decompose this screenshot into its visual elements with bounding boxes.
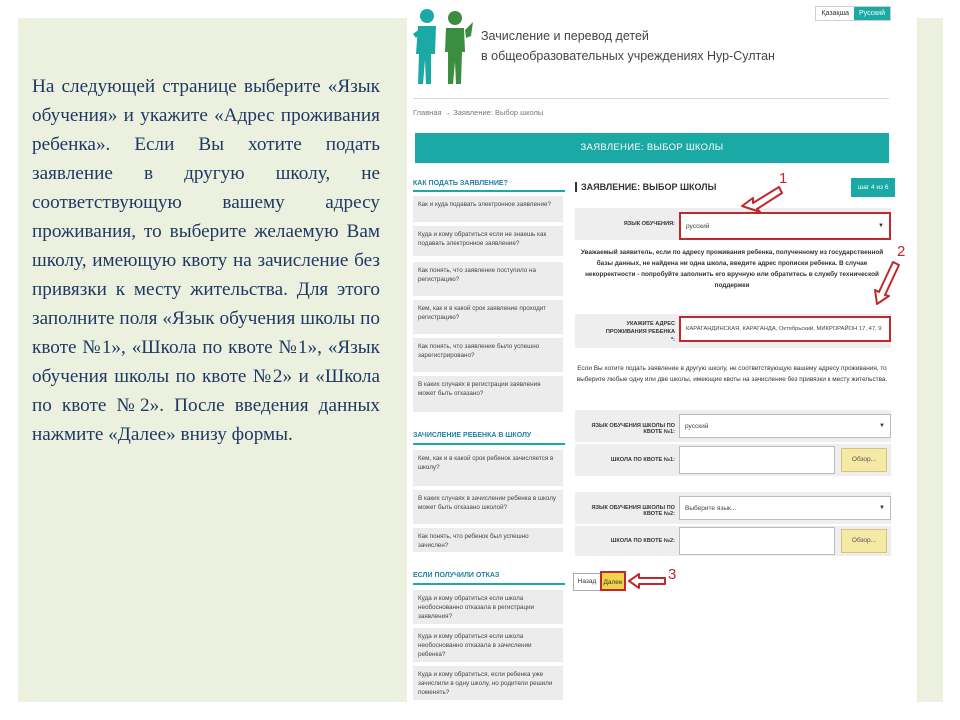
site-title-line1: Зачисление и перевод детей: [481, 29, 649, 43]
sidebar-link[interactable]: В каких случаях в регистрации заявления может быть отказано?: [413, 376, 563, 412]
sidebar-link[interactable]: В каких случаях в зачислении ребенка в школу может быть отказано школой?: [413, 490, 563, 524]
chevron-down-icon: ▼: [879, 505, 885, 511]
children-logo-icon: [413, 4, 473, 90]
page-banner: ЗАЯВЛЕНИЕ: ВЫБОР ШКОЛЫ: [415, 133, 889, 163]
sidebar-link[interactable]: Как понять, что заявление было успешно зарегистрировано?: [413, 338, 563, 372]
sidebar-section-title: ЕСЛИ ПОЛУЧИЛИ ОТКАЗ: [413, 572, 500, 579]
instruction-text: На следующей странице выберите «Язык обучения» и укажите «Адрес проживания ребенка». Если Вы хотите подать заявление в другую школу, не соответствующую вашему адресу проживания, то выберите желаемую Вам школу, имеющую квоту на зачисление без привязки к месту жительства. Для этого заполните поля «Язык обучения школы по квоте №1», «Школа по квоте №1», «Язык обучения школы по квоте №2» и «Школа по квоте №2». После введения данных нажмите «Далее» внизу формы.: [32, 76, 380, 445]
chevron-down-icon: ▼: [878, 223, 884, 229]
sidebar-link[interactable]: Как и куда подавать электронное заявление?: [413, 196, 563, 222]
language-select[interactable]: [679, 212, 891, 240]
site-title: [481, 26, 775, 66]
sidebar-link[interactable]: Куда и кому обратиться если не знаешь как подавать электронное заявление?: [413, 226, 563, 256]
address-label: УКАЖИТЕ АДРЕС ПРОЖИВАНИЯ РЕБЕНКА *:: [605, 321, 675, 343]
notice-address: Уважаемый заявитель, если по адресу проживания ребенка, полученному из государственной базы данных, не найдена ни одна школа, введите адрес прописки ребенка. В случае некорректности - попробуйте заполнить его вручную или обратитесь в службу технической поддержки: [580, 249, 884, 289]
quota2-lang-value: Выберите язык...: [685, 504, 737, 512]
next-button[interactable]: Далее: [600, 571, 626, 591]
language-select-value: русский: [686, 222, 710, 230]
quota2-school-input[interactable]: [679, 527, 835, 555]
back-button[interactable]: Назад: [573, 573, 601, 591]
sidebar-link[interactable]: Куда и кому обратиться если школа необоснованно отказала в зачислении ребенка?: [413, 628, 563, 662]
sidebar-link[interactable]: Как понять, что ребенок был успешно зачислен?: [413, 528, 563, 552]
header-divider: [413, 98, 889, 99]
sidebar-link[interactable]: Как понять, что заявление поступило на регистрацию?: [413, 262, 563, 296]
quota1-lang-label: ЯЗЫК ОБУЧЕНИЯ ШКОЛЫ ПО КВОТЕ №1:: [591, 423, 675, 435]
sidebar-link[interactable]: Кем, как и в какой срок заявление проходит регистрацию?: [413, 300, 563, 334]
annotation-number-1: 1: [779, 170, 788, 187]
quota2-school-label: ШКОЛА ПО КВОТЕ №2:: [610, 538, 675, 544]
annotation-number-3: 3: [668, 566, 677, 583]
quota1-school-label: ШКОЛА ПО КВОТЕ №1:: [610, 457, 675, 463]
address-input[interactable]: КАРАГАНДИНСКАЯ, КАРАГАНДА, Октябрьский, МИКРОРАЙОН 17, 47, 9: [679, 316, 891, 342]
quota1-lang-select[interactable]: [679, 414, 891, 438]
sidebar-link[interactable]: Кем, как и в какой срок ребенок зачисляется в школу?: [413, 450, 563, 486]
form-title: ЗАЯВЛЕНИЕ: ВЫБОР ШКОЛЫ: [575, 182, 716, 192]
quota1-browse-button[interactable]: Обзор...: [841, 448, 887, 472]
breadcrumb[interactable]: Главная → Заявление: Выбор школы: [413, 108, 544, 117]
sidebar-section-title: КАК ПОДАТЬ ЗАЯВЛЕНИЕ?: [413, 180, 508, 187]
sidebar-divider: [413, 190, 565, 192]
lang-ru-button[interactable]: Русский: [854, 7, 890, 20]
sidebar-section-title: ЗАЧИСЛЕНИЕ РЕБЕНКА В ШКОЛУ: [413, 432, 532, 439]
annotation-arrow-3: [629, 574, 665, 588]
chevron-down-icon: ▼: [879, 423, 885, 429]
language-label: ЯЗЫК ОБУЧЕНИЯ:: [623, 221, 675, 227]
notice-quota: Если Вы хотите подать заявление в другую школу, не соответствующую вашему адресу проживания, то выберите любые одну или две школы, имеющие квоты на зачисление без привязки к месту жительства.: [576, 365, 888, 383]
quota1-school-input[interactable]: [679, 446, 835, 474]
step-badge: шаг 4 из 6: [851, 178, 895, 197]
site-title-line2: в общеобразовательных учреждениях Нур-Султан: [481, 49, 775, 63]
sidebar-divider: [413, 583, 565, 585]
language-switcher: [815, 6, 891, 21]
annotation-number-2: 2: [897, 243, 906, 260]
lang-kz-button[interactable]: Қазақша: [821, 10, 850, 17]
website-screenshot: [407, 0, 917, 705]
sidebar-link[interactable]: Куда и кому обратиться, если ребенка уже зачислили в одну школу, но родители решили поменять?: [413, 666, 563, 700]
quota2-lang-select[interactable]: [679, 496, 891, 520]
quota2-browse-button[interactable]: Обзор...: [841, 529, 887, 553]
quota1-lang-value: русский: [685, 422, 709, 430]
quota2-lang-label: ЯЗЫК ОБУЧЕНИЯ ШКОЛЫ ПО КВОТЕ №2:: [591, 505, 675, 517]
sidebar-link[interactable]: Куда и кому обратиться если школа необоснованно отказала в регистрации заявления?: [413, 590, 563, 624]
sidebar-divider: [413, 443, 565, 445]
